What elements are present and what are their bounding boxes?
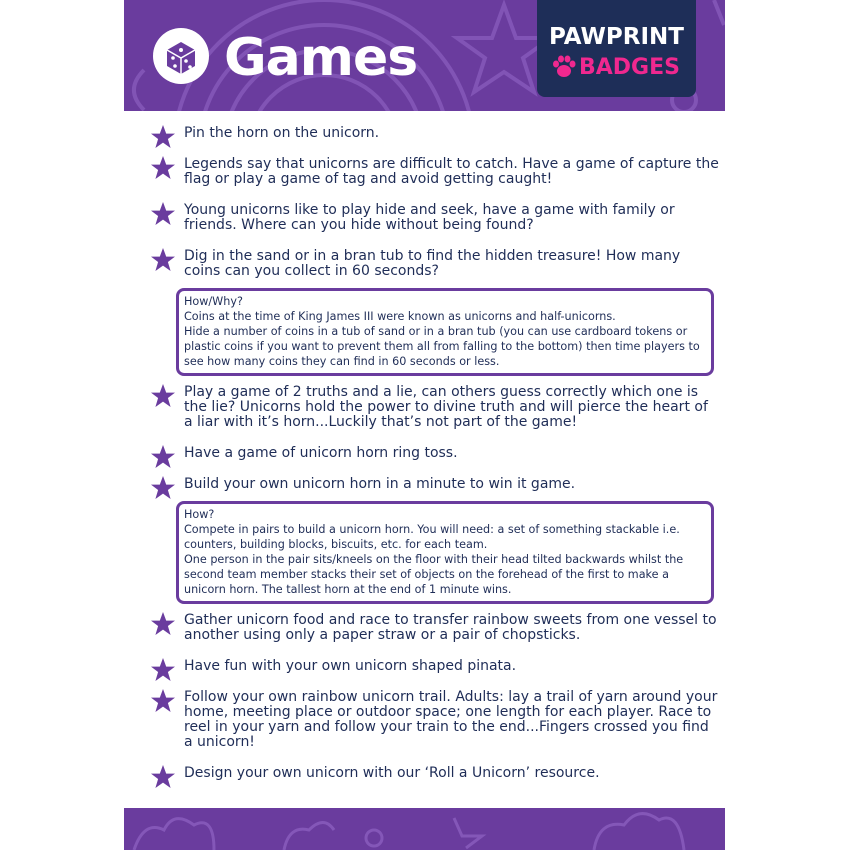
list-item: Design your own unicorn with our ‘Roll a Unicorn’ resource. — [150, 766, 720, 781]
star-icon — [150, 764, 176, 790]
star-icon — [150, 383, 176, 409]
info-box-how-why — [176, 288, 714, 376]
list-item: Build your own unicorn horn in a minute to win it game. — [150, 477, 720, 492]
list-item: Dig in the sand or in a bran tub to find the hidden treasure! How many coins can you collect in 60 seconds? — [150, 249, 720, 279]
list-item: Gather unicorn food and race to transfer rainbow sweets from one vessel to another using only a paper straw or a pair of chopsticks. — [150, 613, 720, 643]
list-item: Have fun with your own unicorn shaped pinata. — [150, 659, 720, 674]
logo-text-pawprint: PAWPRINT — [549, 24, 684, 50]
star-icon — [150, 475, 176, 501]
info-box-how — [176, 501, 714, 604]
info-box-text: One person in the pair sits/kneels on the floor with their head tilted backwards whilst the second team member stacks their set of objects on the forehead of the first to make a unicorn horn. The tallest horn at the end of 1 minute wins. — [184, 553, 684, 596]
info-box-heading: How/Why? — [184, 295, 243, 308]
star-icon — [150, 611, 176, 637]
list-item: Follow your own rainbow unicorn trail. Adults: lay a trail of yarn around your home, meeting place or outdoor space; one length for each player. Race to reel in your yarn and follow your train to the end...Fingers crossed you find a unicorn! — [150, 690, 720, 750]
list-item: Pin the horn on the unicorn. — [150, 126, 720, 141]
pawprint-badges-logo — [537, 0, 696, 97]
activity-sheet — [124, 0, 725, 850]
content-list — [150, 126, 720, 781]
list-item: Legends say that unicorns are difficult to catch. Have a game of capture the flag or play a game of tag and avoid getting caught! — [150, 157, 720, 187]
star-icon — [150, 688, 176, 714]
star-icon — [150, 201, 176, 227]
star-icon — [150, 124, 176, 150]
logo-text-badges: BADGES — [579, 54, 680, 80]
header-banner — [124, 0, 725, 111]
info-box-text: Hide a number of coins in a tub of sand or in a bran tub (you can use cardboard tokens or plastic coins if you want to prevent them all from falling to the bottom) then time players to see how many coins they can find in 60 seconds or less. — [184, 325, 700, 368]
info-box-heading: How? — [184, 508, 215, 521]
star-icon — [150, 155, 176, 181]
star-icon — [150, 657, 176, 683]
dice-icon — [153, 28, 209, 84]
footer-decoration — [124, 808, 725, 850]
page-title: Games — [224, 28, 418, 88]
star-icon — [150, 444, 176, 470]
paw-icon — [551, 54, 577, 80]
star-icon — [150, 247, 176, 273]
info-box-text: Coins at the time of King James III were known as unicorns and half-unicorns. — [184, 310, 616, 323]
footer-banner — [124, 808, 725, 850]
list-item: Play a game of 2 truths and a lie, can others guess correctly which one is the lie? Unicorns hold the power to divine truth and will pierce the heart of a liar with it’s horn...Luckily that’s not part of the game! — [150, 385, 720, 430]
list-item: Young unicorns like to play hide and seek, have a game with family or friends. Where can you hide without being found? — [150, 203, 720, 233]
info-box-text: Compete in pairs to build a unicorn horn. You will need: a set of something stackable i.e. counters, building blocks, biscuits, etc. for each team. — [184, 523, 680, 551]
list-item: Have a game of unicorn horn ring toss. — [150, 446, 720, 461]
